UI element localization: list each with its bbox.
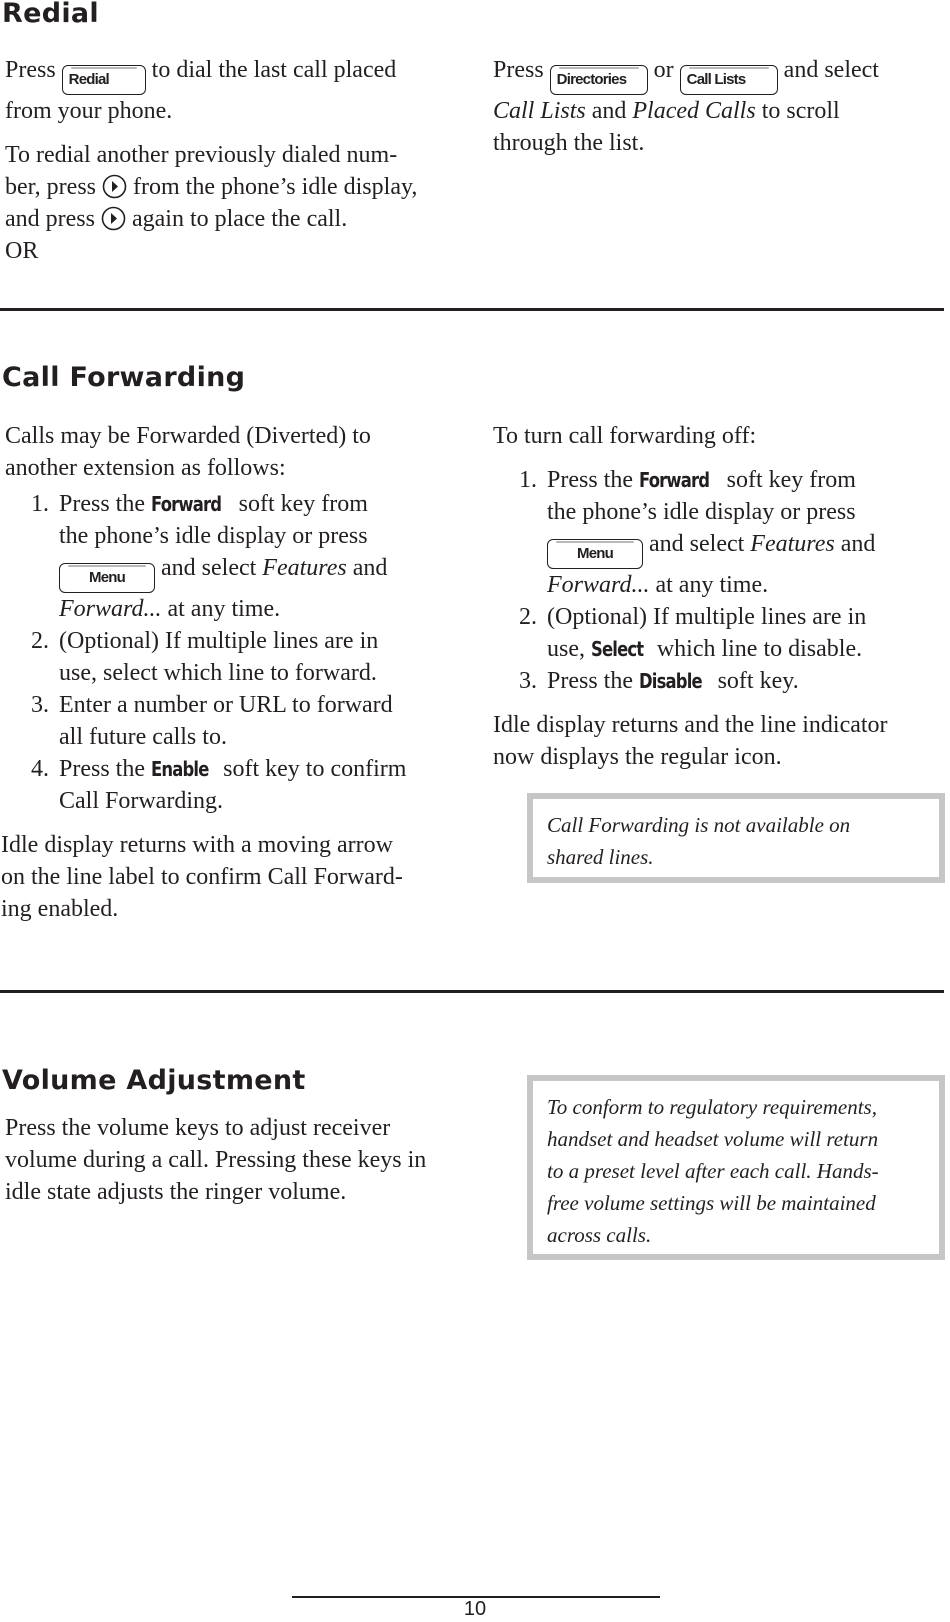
- text-note-line4: free volume settings will be maintained: [547, 1191, 876, 1215]
- text-or: OR: [5, 238, 39, 264]
- forwarding-off-steps: [503, 464, 943, 697]
- text-placed-calls-italic: Placed Calls: [632, 98, 756, 124]
- text-dial-last-call: to dial the last call placed: [151, 57, 397, 83]
- text-use: use,: [547, 636, 585, 662]
- step-text: [59, 689, 465, 753]
- menu-key-button[interactable]: [59, 563, 155, 593]
- text-idle-display-or-press: the phone’s idle display or press: [59, 523, 368, 549]
- text-and: and: [840, 531, 876, 557]
- call-lists-key-button[interactable]: [680, 65, 778, 95]
- step-number: 1.: [519, 467, 537, 493]
- text-which-line-disable: which line to disable.: [656, 636, 863, 662]
- text-step3-line2: all future calls to.: [59, 724, 227, 750]
- right-arrow-button-icon[interactable]: [102, 174, 127, 199]
- text-idle-display-or-press: the phone’s idle display or press: [547, 499, 856, 525]
- text-features-italic: Features: [262, 555, 347, 581]
- text-press-the: Press the: [547, 668, 633, 694]
- text-and: and: [352, 555, 388, 581]
- text-soft-key: soft key.: [717, 668, 799, 694]
- text-press: Press: [5, 57, 56, 83]
- enable-softkey-label: Enable: [151, 757, 209, 781]
- text-note-line1: Call Forwarding is not available on: [547, 813, 851, 837]
- section-divider: [0, 308, 944, 311]
- redial-left-column: [5, 54, 455, 267]
- text-soft-key-confirm: soft key to confirm: [223, 756, 407, 782]
- step-number: 2.: [519, 604, 537, 630]
- section-heading-volume-adjustment: Volume Adjustment: [2, 1065, 306, 1096]
- step-number: 3.: [519, 668, 537, 694]
- text-intro-line2: another extension as follows:: [5, 455, 286, 481]
- text-step2-line1: (Optional) If multiple lines are in: [59, 628, 379, 654]
- forwarding-off-outro: [493, 709, 943, 773]
- text-outro-line1: Idle display returns with a moving arrow: [1, 832, 393, 858]
- step-number: 3.: [31, 692, 49, 718]
- directories-key-label: Directories: [556, 71, 627, 88]
- call-forwarding-off-column: [493, 420, 943, 773]
- regulatory-note: [527, 1075, 945, 1260]
- menu-key-label: Menu: [577, 545, 613, 562]
- text-soft-key-from: soft key from: [726, 467, 856, 493]
- text-note-line2: shared lines.: [547, 845, 654, 869]
- call-forwarding-on-column: [1, 420, 465, 925]
- step-text: [59, 753, 465, 817]
- text-to-scroll: to scroll: [761, 98, 840, 124]
- text-from-your-phone: from your phone.: [5, 98, 173, 124]
- text-note-line5: across calls.: [547, 1223, 652, 1247]
- text-and-select: and select: [783, 57, 879, 83]
- text-press-the: Press the: [547, 467, 633, 493]
- text-turn-off-intro: To turn call forwarding off:: [493, 423, 757, 449]
- text-press-the: Press the: [59, 491, 145, 517]
- shared-lines-note: [527, 793, 945, 883]
- step-text: [59, 488, 465, 625]
- select-softkey-label: Select: [591, 637, 644, 661]
- text-step3-line1: Enter a number or URL to forward: [59, 692, 393, 718]
- menu-key-button[interactable]: [547, 539, 643, 569]
- redial-other-instruction: [5, 139, 455, 267]
- step-text: [547, 665, 943, 697]
- directories-key-button[interactable]: [550, 65, 648, 95]
- list-item: [15, 625, 465, 689]
- text-note-line3: to a preset level after each call. Hands-: [547, 1159, 879, 1183]
- step-number: 4.: [31, 756, 49, 782]
- text-press-the: Press the: [59, 756, 145, 782]
- text-and-select: and select: [161, 555, 257, 581]
- redial-key-button[interactable]: [62, 65, 146, 95]
- forwarding-off-intro: [493, 420, 943, 452]
- disable-softkey-label: Disable: [639, 669, 702, 693]
- list-item: [503, 601, 943, 665]
- text-and: and: [591, 98, 627, 124]
- text-volume-line3: idle state adjusts the ringer volume.: [5, 1179, 347, 1205]
- forward-softkey-label: Forward: [639, 468, 710, 492]
- text-forward-italic: Forward...: [59, 596, 162, 622]
- redial-key-label: Redial: [68, 71, 109, 88]
- text-soft-key-from: soft key from: [238, 491, 368, 517]
- text-note-line2: handset and headset volume will return: [547, 1127, 879, 1151]
- text-through-list: through the list.: [493, 130, 645, 156]
- list-item: [15, 753, 465, 817]
- text-intro-line1: Calls may be Forwarded (Diverted) to: [5, 423, 371, 449]
- text-volume-line2: volume during a call. Pressing these keys in: [5, 1147, 427, 1173]
- text-from-idle-display: from the phone’s idle display,: [133, 174, 418, 200]
- list-item: [15, 488, 465, 625]
- redial-right-column: [493, 54, 943, 159]
- text-call-forwarding: Call Forwarding.: [59, 788, 223, 814]
- list-item: [503, 464, 943, 601]
- text-outro-line2: now displays the regular icon.: [493, 744, 782, 770]
- section-heading-redial: Redial: [2, 0, 99, 29]
- text-outro-line1: Idle display returns and the line indicator: [493, 712, 888, 738]
- text-outro-line3: ing enabled.: [1, 896, 119, 922]
- text-redial-another: To redial another previously dialed num-: [5, 142, 398, 168]
- menu-key-label: Menu: [89, 569, 125, 586]
- text-and-press: and press: [5, 206, 95, 232]
- call-lists-key-label: Call Lists: [686, 71, 746, 88]
- right-arrow-button-icon[interactable]: [101, 206, 126, 231]
- text-again-place-call: again to place the call.: [131, 206, 348, 232]
- redial-directories-instruction: [493, 54, 943, 159]
- step-text: [547, 601, 943, 665]
- text-and-select: and select: [649, 531, 745, 557]
- step-number: 2.: [31, 628, 49, 654]
- text-step2-line2: use, select which line to forward.: [59, 660, 377, 686]
- step-text: [547, 464, 943, 601]
- text-forward-italic: Forward...: [547, 572, 650, 598]
- text-features-italic: Features: [750, 531, 835, 557]
- step-number: 1.: [31, 491, 49, 517]
- text-volume-line1: Press the volume keys to adjust receiver: [5, 1115, 391, 1141]
- volume-instruction: [5, 1112, 485, 1208]
- text-at-any-time: at any time.: [167, 596, 281, 622]
- section-heading-call-forwarding: Call Forwarding: [2, 362, 246, 393]
- text-press: Press: [493, 57, 544, 83]
- volume-column: [5, 1112, 485, 1208]
- list-item: [15, 689, 465, 753]
- text-outro-line2: on the line label to confirm Call Forward-: [1, 864, 403, 890]
- text-at-any-time: at any time.: [655, 572, 769, 598]
- text-call-lists-italic: Call Lists: [493, 98, 586, 124]
- page-number: 10: [463, 1598, 487, 1620]
- forwarding-on-outro: [1, 829, 465, 925]
- text-note-line1: To conform to regulatory requirements,: [547, 1095, 877, 1119]
- section-divider: [0, 990, 944, 993]
- text-ber-press: ber, press: [5, 174, 97, 200]
- forward-softkey-label: Forward: [151, 492, 222, 516]
- text-step2-line1: (Optional) If multiple lines are in: [547, 604, 867, 630]
- redial-instruction: [5, 54, 455, 127]
- text-or: or: [653, 57, 674, 83]
- list-item: [503, 665, 943, 697]
- step-text: [59, 625, 465, 689]
- forwarding-on-steps: [15, 488, 465, 817]
- forwarding-intro: [5, 420, 465, 484]
